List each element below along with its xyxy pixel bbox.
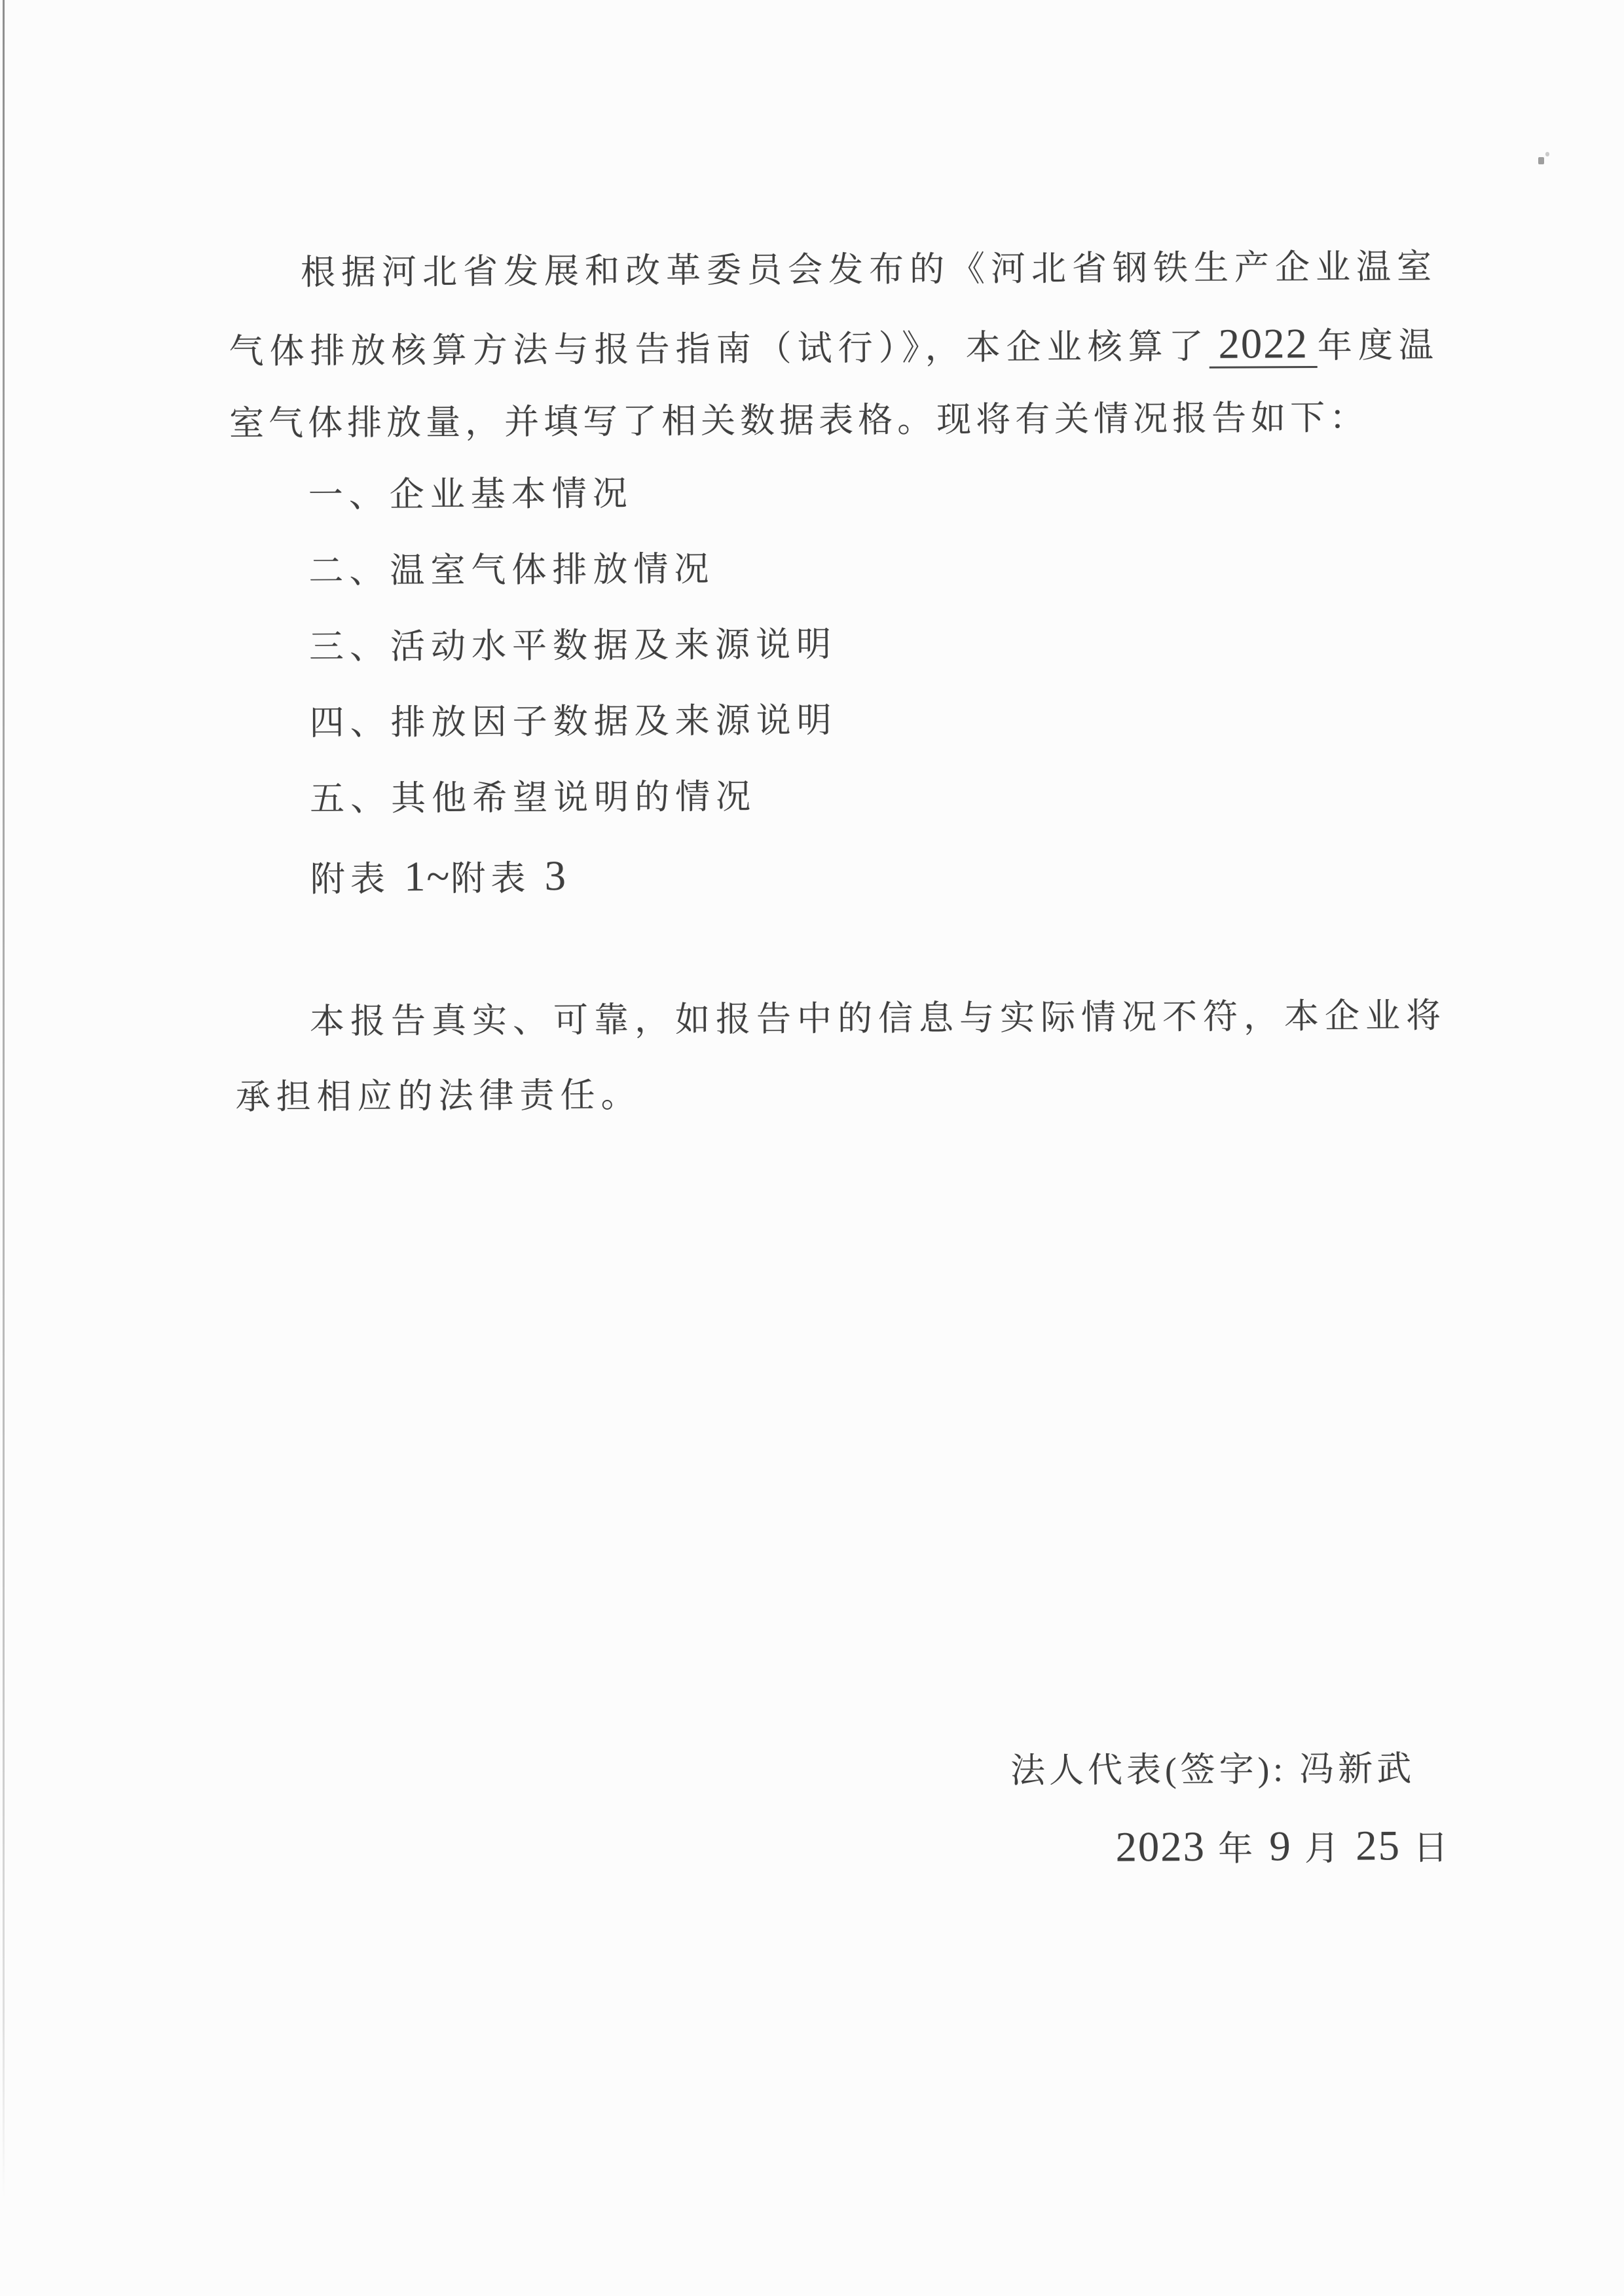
- attachment-start-number: 1: [403, 852, 427, 900]
- attachment-note: [310, 851, 568, 900]
- report-date-day-unit: 日: [1400, 1829, 1452, 1868]
- attachment-middle: 附表: [451, 860, 545, 898]
- toc-item-1-label: 一、企业基本情况: [308, 475, 633, 515]
- legal-representative-signature-line: [1010, 1750, 1416, 1791]
- report-date-day: 25: [1356, 1821, 1401, 1869]
- paragraph1-line2-text-before-year: 气体排放核算方法与报告指南（试行）》，本企业核算了: [229, 327, 1209, 371]
- toc-item-5-other-notes: [310, 778, 756, 818]
- reporting-year-underlined: 2022: [1209, 324, 1318, 369]
- report-date-month-unit: 月: [1291, 1829, 1356, 1868]
- attachment-prefix: 附表: [310, 860, 405, 900]
- declaration-line1-text: 本报告真实、可靠，如报告中的信息与实际情况不符，本企业将: [309, 996, 1447, 1042]
- toc-item-1-company-basic-info: [308, 475, 633, 515]
- declaration-line2-text: 承担相应的法律责任。: [235, 1076, 642, 1117]
- declaration-line2: [235, 1076, 641, 1117]
- paragraph1-line3-text: 室气体排放量，并填写了相关数据表格。现将有关情况报告如下：: [229, 399, 1369, 443]
- legal-representative-signature-text: 法人代表(签字): 冯新武: [1010, 1750, 1416, 1791]
- paragraph1-line2-text-after-year: 年度温: [1317, 326, 1440, 365]
- attachment-end-number: 3: [544, 851, 568, 900]
- attachment-tilde: ~: [426, 852, 451, 900]
- report-date-year-unit: 年: [1205, 1830, 1270, 1868]
- paragraph1-line1: [301, 248, 1437, 292]
- toc-item-3-activity-data: [309, 626, 837, 667]
- paragraph1-line2: [229, 319, 1440, 374]
- toc-item-2-label: 二、温室气体排放情况: [308, 550, 715, 591]
- declaration-line1: [310, 997, 1447, 1041]
- report-date-year: 2023: [1115, 1822, 1206, 1870]
- paragraph1-line1-text: 根据河北省发展和改革委员会发布的《河北省钢铁生产企业温室: [300, 247, 1438, 293]
- toc-item-4-emission-factors: [309, 702, 837, 743]
- report-date-line: [1115, 1821, 1452, 1870]
- report-date-month: 9: [1269, 1822, 1292, 1870]
- toc-item-4-label: 四、排放因子数据及来源说明: [309, 701, 838, 743]
- toc-item-2-ghg-emissions: [308, 551, 714, 591]
- paragraph1-line3: [229, 399, 1369, 443]
- toc-item-5-label: 五、其他希望说明的情况: [310, 778, 757, 819]
- toc-item-3-label: 三、活动水平数据及来源说明: [308, 625, 838, 667]
